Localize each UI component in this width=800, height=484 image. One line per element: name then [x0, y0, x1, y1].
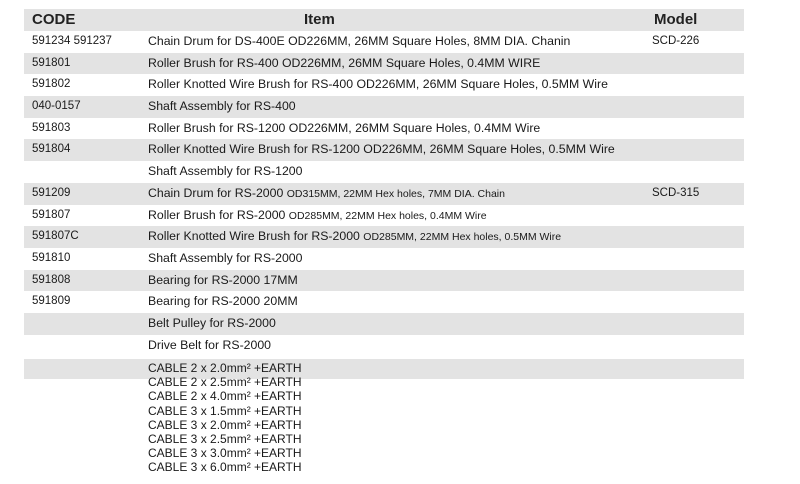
row-item-spec: 17MM: [263, 272, 298, 287]
row-code: 591804: [32, 143, 71, 156]
row-item: [148, 31, 570, 53]
row-model: SCD-315: [652, 186, 700, 199]
table-row: [24, 270, 744, 292]
table-row: [24, 118, 744, 140]
cable-item: CABLE 3 x 1.5mm² +EARTH: [148, 403, 302, 418]
cable-item: CABLE 3 x 2.0mm² +EARTH: [148, 417, 302, 432]
cable-item: CABLE 3 x 3.0mm² +EARTH: [148, 446, 302, 461]
row-model: SCD-226: [652, 35, 700, 47]
row-code: 591809: [32, 295, 71, 308]
row-item-spec: OD226MM, 26MM Square Holes, 0.5MM Wire: [356, 77, 608, 92]
row-item-spec: OD226MM, 26MM Square Holes, 8MM DIA. Chanin: [288, 34, 571, 48]
header-code: CODE: [32, 11, 76, 28]
table-row: [24, 205, 744, 227]
row-item-name: Belt Pulley for RS-2000: [148, 315, 276, 330]
table-row: [24, 96, 744, 118]
row-code: 591808: [32, 273, 71, 286]
row-code: 591801: [32, 56, 71, 69]
row-item-spec: OD285MM, 22MM Hex holes, 0.4MM Wire: [288, 209, 487, 222]
row-code: 591807: [32, 208, 71, 221]
row-item-name: Drive Belt for RS-2000: [148, 337, 272, 352]
table-row: [24, 31, 744, 53]
table-row: [24, 161, 744, 183]
cable-item: CABLE 3 x 6.0mm² +EARTH: [148, 460, 302, 475]
row-item-name: Chain Drum for DS-400E: [148, 34, 285, 48]
row-item-name: Roller Brush for RS-1200: [148, 120, 286, 135]
table-row: [24, 74, 744, 96]
row-code: 591810: [32, 251, 71, 264]
row-item-spec: OD285MM, 22MM Hex holes, 0.5MM Wire: [363, 231, 562, 244]
row-item-name: Shaft Assembly for RS-400: [148, 99, 296, 114]
row-item: [148, 205, 487, 228]
table-row: [24, 53, 744, 75]
parts-table: [24, 9, 744, 356]
row-code: 591803: [32, 121, 71, 134]
cable-band: [24, 359, 744, 379]
row-item-name: Bearing for RS-2000: [148, 294, 261, 309]
row-item: [148, 335, 271, 357]
row-item-name: Roller Knotted Wire Brush for RS-2000: [148, 229, 360, 244]
row-code: 591802: [32, 78, 71, 91]
row-item: [148, 96, 296, 118]
row-item-name: Roller Brush for RS-2000: [148, 207, 286, 222]
row-item-spec: OD226MM, 26MM Square Holes, 0.5MM Wire: [363, 142, 615, 157]
table-body: [24, 31, 744, 356]
row-item-spec: 20MM: [263, 294, 298, 309]
row-item: [148, 248, 302, 270]
header-model: Model: [654, 11, 698, 28]
row-item: [148, 226, 561, 249]
table-row: [24, 183, 744, 205]
row-item-name: Shaft Assembly for RS-2000: [148, 250, 303, 265]
table-row: [24, 139, 744, 161]
cable-item: CABLE 2 x 4.0mm² +EARTH: [148, 389, 302, 404]
table-header: [24, 9, 744, 31]
row-item: [148, 74, 608, 96]
row-item-name: Roller Knotted Wire Brush for RS-400: [148, 77, 354, 92]
row-item: [148, 270, 298, 292]
row-item: [148, 139, 615, 161]
row-item: [148, 161, 302, 183]
row-item-spec: OD226MM, 26MM Square Holes, 0.4MM Wire: [288, 120, 541, 135]
row-item-name: Chain Drum for RS-2000: [148, 185, 284, 200]
row-item-name: Roller Knotted Wire Brush for RS-1200: [148, 142, 360, 157]
row-item-spec: OD315MM, 22MM Hex holes, 7MM DIA. Chain: [286, 187, 505, 200]
row-item-name: Bearing for RS-2000: [148, 272, 261, 287]
row-code: 591807C: [32, 230, 79, 243]
row-item-name: Shaft Assembly for RS-1200: [148, 164, 303, 179]
cable-item: CABLE 2 x 2.5mm² +EARTH: [148, 375, 302, 390]
table-row: [24, 313, 744, 335]
row-code: 591209: [32, 186, 71, 199]
table-row: [24, 291, 744, 313]
row-item: [148, 183, 505, 206]
row-item-name: Roller Brush for RS-400: [148, 55, 279, 70]
cable-list: [148, 361, 302, 475]
header-item: Item: [304, 11, 335, 28]
row-item: [148, 53, 540, 75]
cable-item: CABLE 3 x 2.5mm² +EARTH: [148, 432, 302, 447]
row-item-spec: OD226MM, 26MM Square Holes, 0.4MM WIRE: [281, 55, 541, 70]
row-code: 040-0157: [32, 100, 81, 113]
row-code: 591234 591237: [32, 35, 112, 47]
table-row: [24, 248, 744, 270]
table-row: [24, 226, 744, 248]
row-item: [148, 118, 540, 140]
row-item: [148, 313, 276, 335]
table-row: [24, 335, 744, 357]
cable-item: CABLE 2 x 2.0mm² +EARTH: [148, 361, 302, 375]
row-item: [148, 291, 298, 313]
